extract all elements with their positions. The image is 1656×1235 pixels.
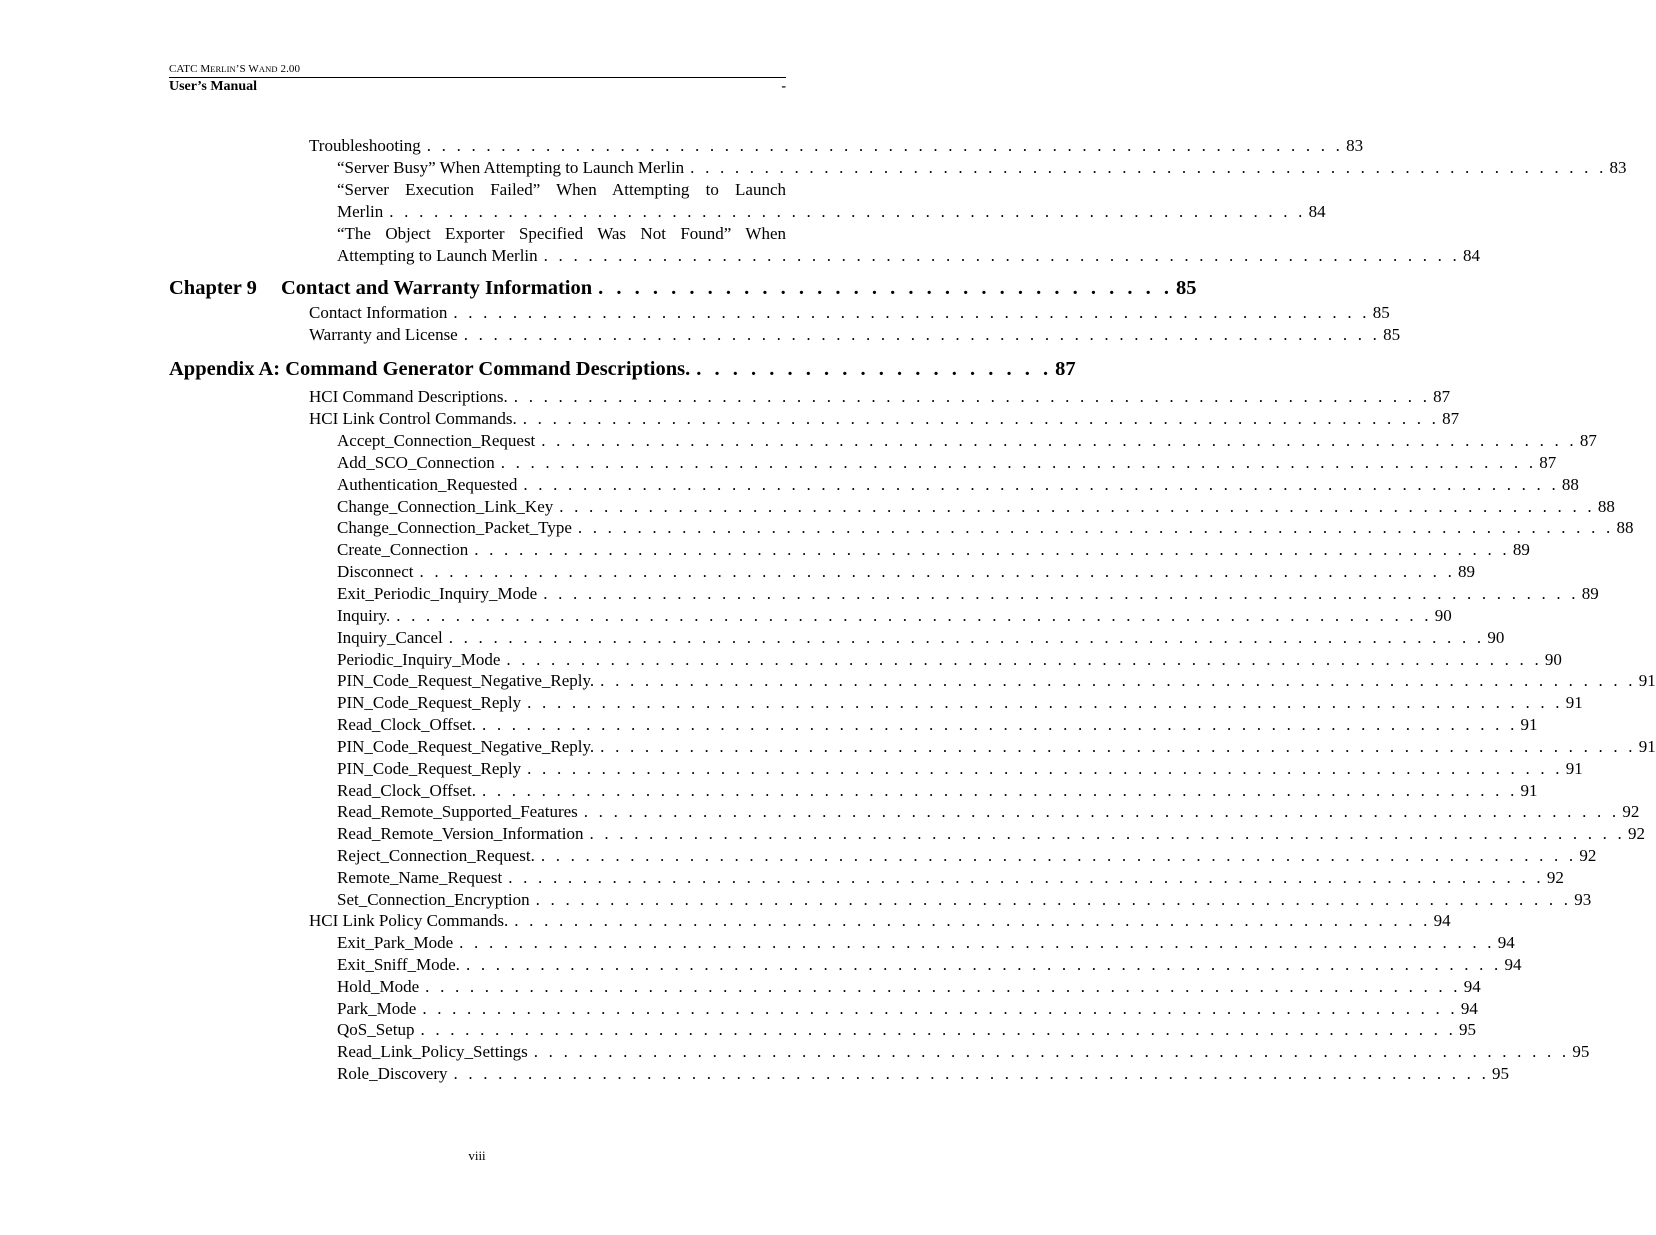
toc-entry-command[interactable] xyxy=(337,998,1478,1020)
toc-entry-page: 94 xyxy=(1460,998,1478,1018)
dot-leader: . . . . . . . . . . . . . . . . . . . . . . . . . . . . . . . . . . . . . . . . . . . . . . . . . . . . . . . . . . . . . . . . . . . . . . xyxy=(465,954,1502,974)
toc-entry-title: Read_Link_Policy_Settings xyxy=(337,1042,528,1062)
toc-entry-page: 89 xyxy=(1458,562,1476,582)
dot-leader: . . . . . . . . . . . . . . . . . . . . . . . . . . . . . . . . . . . . . . . . . . . . . . . . . . . . . . . . . . . . . . . . . . . . . . xyxy=(481,715,1518,735)
toc-entry-title: Set_Connection_Encryption xyxy=(337,889,530,909)
dot-leader: . . . . . . . . . . . . . . . . . . . . . . . . . . . . . . . . . . . . . . . . . . . . . . . . . . . . . . . . . . . . . . . . . . . . . . xyxy=(589,824,1626,844)
toc-entry-title: PIN_Code_Request_Negative_Reply. xyxy=(337,736,595,756)
toc-entry-hci-link-policy[interactable]: HCI Link Policy Commands. . . . . . . . . . . . . . . . . . . . . . . . . . . . . . . . . . . . . . . . . . . . . . . . . . . . . . . . . . . . . . . 94 xyxy=(309,911,1451,930)
toc-entry-command[interactable] xyxy=(337,496,1615,518)
toc-entry-title: Exit_Periodic_Inquiry_Mode xyxy=(337,583,538,603)
running-header xyxy=(169,62,786,96)
toc-entry-exec-failed[interactable]: Merlin . . . . . . . . . . . . . . . . . . . . . . . . . . . . . . . . . . . . . . . . . . . . . . . . . . . . . . . . . . . . . . 84 xyxy=(337,202,1326,221)
toc-entry-page: 92 xyxy=(1628,824,1646,844)
toc-entry-title: Accept_Connection_Request xyxy=(337,431,536,450)
dot-leader: . . . . . . . . . . . . . . . . . . . . . . . . . . . . . . . . . . . . . . . . . . . . . . . . . . . . . . . . . . . . . . . . . . . . . . xyxy=(527,758,1563,778)
toc-entry-page: 91 xyxy=(1565,758,1583,778)
dot-leader: . . . . . . . . . . . . . . . . . . . . . . . . . . . . . . . . . . . . . . . . . . . . . . . . . . . . . . . . . . . . . . . . . . . . . . xyxy=(583,802,1620,822)
toc-entry-title: Add_SCO_Connection xyxy=(337,452,495,472)
toc-entry-command[interactable] xyxy=(337,649,1562,671)
dot-leader: . . . . . . . . . . . . . . . . . . . . . . . . . . . . . . . . . . . . . . . . . . . . . . . . . . . . . . . . . . . . . . . . . . . . . . xyxy=(533,1042,1570,1062)
toc-entry-title: Read_Remote_Supported_Features xyxy=(337,802,578,822)
toc-entry-command[interactable] xyxy=(337,452,1557,474)
toc-entry-page: 92 xyxy=(1579,846,1597,866)
toc-entry-warranty[interactable]: Warranty and License . . . . . . . . . . . . . . . . . . . . . . . . . . . . . . . . . . . . . . . . . . . . . . . . . . . . . . . . . . . . . . 85 xyxy=(309,325,1401,344)
toc-entry-page: 94 xyxy=(1504,954,1522,974)
toc-entry-title: Exit_Park_Mode xyxy=(337,933,454,952)
toc-entry-title: Change_Connection_Link_Key xyxy=(337,496,554,516)
dot-leader: . . . . . . . . . . . . . . . . . . . . . . . . . . . . . . . . . . . . . . . . . . . . . . . . . . . . . . . . . . . . . . . . . . . . . . xyxy=(420,1020,1457,1040)
toc-entry-command[interactable] xyxy=(337,670,1656,692)
toc-entry-title: QoS_Setup xyxy=(337,1020,415,1040)
toc-entry-command[interactable] xyxy=(337,605,1452,627)
toc-entry-exec-failed-line1[interactable]: “Server Execution Failed” When Attempting to Launch xyxy=(337,180,786,199)
toc-entry-page: 90 xyxy=(1487,627,1505,647)
toc-entry-troubleshooting[interactable]: Troubleshooting . . . . . . . . . . . . . . . . . . . . . . . . . . . . . . . . . . . . . . . . . . . . . . . . . . . . . . . . . . . . . . 83 xyxy=(309,136,1364,155)
toc-entry-page: 90 xyxy=(1544,649,1562,669)
toc-entry-page: 95 xyxy=(1572,1042,1590,1062)
toc-entry-command[interactable] xyxy=(337,954,1522,976)
toc-entry-command[interactable] xyxy=(337,889,1592,911)
dot-leader: . . . . . . . . . . . . . . . . . . . . . . . . . . . . . . . . . . . . . . . . . . . . . . . . . . . . . . . . . . . . . . . . . . . . . . xyxy=(577,518,1614,538)
dot-leader: . . . . . . . . . . . . . . . . . . . . . . . . . . . . . . . . . . . . . . . . . . . . . . . . . . . . . . . . . . . . . . . . . . . . . . xyxy=(540,846,1577,866)
toc-entry-title: PIN_Code_Request_Reply xyxy=(337,693,522,713)
dot-leader: . . . . . . . . . . . . . . . . . . . . . . . . . . . . . . . . . . . . . . . . . . . . . . . . . . . . . . . . . . . . . . . . . . . . . . xyxy=(459,933,1495,952)
dot-leader: . . . . . . . . . . . . . . . . . . . . . . . . . . . . . . . . . . . . . . . . . . . . . . . . . . . . . . . . . . . . . . . . . . . . . . xyxy=(600,671,1636,691)
toc-entry-page: 95 xyxy=(1492,1064,1510,1084)
toc-entry-page: 91 xyxy=(1638,671,1656,691)
toc-entry-command[interactable] xyxy=(337,932,1515,954)
toc-entry-command[interactable] xyxy=(337,517,1634,539)
toc-entry-page: 90 xyxy=(1434,605,1452,625)
toc-entry-page: 87 xyxy=(1579,431,1597,450)
toc-entry-command[interactable] xyxy=(337,714,1538,736)
toc-entry-title: Inquiry. xyxy=(337,605,391,625)
toc-entry-command[interactable] xyxy=(337,845,1597,867)
toc-entry-command[interactable] xyxy=(337,823,1646,845)
toc-entry-contact[interactable]: Contact Information . . . . . . . . . . . . . . . . . . . . . . . . . . . . . . . . . . . . . . . . . . . . . . . . . . . . . . . . . . . . . . 85 xyxy=(309,303,1390,322)
toc-entry-title: Read_Clock_Offset. xyxy=(337,780,476,800)
toc-entry-command[interactable] xyxy=(337,801,1640,823)
dot-leader: . . . . . . . . . . . . . . . . . . . . . . . . . . . . . . . . . . . . . . . . . . . . . . . . . . . . . . . . . . . . . . . . . . . . . . xyxy=(448,627,1485,647)
toc-entry-page: 94 xyxy=(1463,976,1481,996)
toc-entry-title: Read_Clock_Offset. xyxy=(337,715,476,735)
toc-entry-title: Read_Remote_Version_Information xyxy=(337,824,584,844)
dot-leader: . . . . . . . . . . . . . . . . . . . . . . . . . . . . . . . . . . . . . . . . . . . . . . . . . . . . . . . . . . . . . . . . . . . . . . xyxy=(396,605,1432,625)
dot-leader: . . . . . . . . . . . . . . . . . . . . . . . . . . . . . . . . . . . . . . . . . . . . . . . . . . . . . . . . . . . . . . . . . . . . . . xyxy=(543,583,1579,603)
toc-entry-command[interactable] xyxy=(337,539,1530,561)
dot-leader: . . . . . . . . . . . . . . . . . . . . . . . . . . . . . . . . . . . . . . . . . . . . . . . . . . . . . . . . . . . . . . . . . . . . . . xyxy=(600,736,1636,756)
toc-entry-hci-link-control[interactable]: HCI Link Control Commands. . . . . . . . . . . . . . . . . . . . . . . . . . . . . . . . . . . . . . . . . . . . . . . . . . . . . . . . . . . . . . . 87 xyxy=(309,409,1460,428)
toc-entry-command[interactable] xyxy=(337,1063,1510,1085)
toc-entry-page: 92 xyxy=(1546,868,1564,887)
toc-entry-page: 91 xyxy=(1520,780,1538,800)
toc-entry-page: 91 xyxy=(1565,693,1583,713)
toc-entry-exporter[interactable]: Attempting to Launch Merlin . . . . . . . . . . . . . . . . . . . . . . . . . . . . . . . . . . . . . . . . . . . . . . . . . . . . . . . . . . . . . . 84 xyxy=(337,246,1481,265)
toc-entry-command[interactable] xyxy=(337,736,1656,758)
dot-leader: . . . . . . . . . . . . . . . . . . . . . . . . . . . . . . . . . . . . . . . . . . . . . . . . . . . . . . . . . . . . . . . . . . . . . . xyxy=(419,562,1456,582)
toc-entry-command[interactable] xyxy=(337,867,1564,889)
toc-entry-hci-commands[interactable]: HCI Command Descriptions. . . . . . . . . . . . . . . . . . . . . . . . . . . . . . . . . . . . . . . . . . . . . . . . . . . . . . . . . . . . . . . 87 xyxy=(309,387,1451,406)
toc-entry-exporter-line1[interactable]: “The Object Exporter Specified Was Not Found” When xyxy=(337,224,786,243)
page-number: viii xyxy=(468,1148,486,1163)
toc-appendix-a[interactable]: Appendix A: Command Generator Command Descriptions. . . . . . . . . . . . . . . . . . . . . 87 xyxy=(169,358,1076,380)
dot-leader: . . . . . . . . . . . . . . . . . . . . . . . . . . . . . . . . . . . . . . . . . . . . . . . . . . . . . . . . . . . . . . . . . . . . . . xyxy=(508,868,1544,887)
toc-entry-title: PIN_Code_Request_Reply xyxy=(337,758,522,778)
toc-entry-page: 89 xyxy=(1512,540,1530,560)
toc-chapter-9[interactable]: Chapter 9 Contact and Warranty Information . . . . . . . . . . . . . . . . . . . . . . . . . . . . . . . . 85 xyxy=(169,277,1197,299)
toc-entry-title: Periodic_Inquiry_Mode xyxy=(337,649,501,669)
toc-entry-command[interactable] xyxy=(337,1019,1477,1041)
toc-entry-page: 87 xyxy=(1539,452,1557,472)
toc-entry-title: Inquiry_Cancel xyxy=(337,627,443,647)
toc-entry-command[interactable] xyxy=(337,583,1599,605)
toc-entry-page: 94 xyxy=(1497,933,1515,952)
dot-leader: . . . . . . . . . . . . . . . . . . . . . . . . . . . . . . . . . . . . . . . . . . . . . . . . . . . . . . . . . . . . . . . . . . . . . . xyxy=(481,780,1518,800)
toc-entry-title: Exit_Sniff_Mode. xyxy=(337,954,460,974)
toc-entry-page: 89 xyxy=(1581,583,1599,603)
dot-leader: . . . . . . . . . . . . . . . . . . . . . . . . . . . . . . . . . . . . . . . . . . . . . . . . . . . . . . . . . . . . . . . . . . . . . . xyxy=(506,649,1542,669)
toc-entry-page: 88 xyxy=(1561,474,1579,494)
header-mark: - xyxy=(781,79,786,94)
toc-entry-title: Authentication_Requested xyxy=(337,474,518,494)
toc-entry-page: 88 xyxy=(1616,518,1634,538)
toc-entry-title: Reject_Connection_Request. xyxy=(337,846,535,866)
toc-entry-command[interactable] xyxy=(337,1041,1590,1063)
dot-leader: . . . . . . . . . . . . . . . . . . . . . . . . . . . . . . . . . . . . . . . . . . . . . . . . . . . . . . . . . . . . . . . . . . . . . . xyxy=(474,540,1510,560)
dot-leader: . . . . . . . . . . . . . . . . . . . . . . . . . . . . . . . . . . . . . . . . . . . . . . . . . . . . . . . . . . . . . . . . . . . . . . xyxy=(453,1064,1490,1084)
toc-entry-title: Park_Mode xyxy=(337,998,417,1018)
toc-entry-command[interactable] xyxy=(337,758,1583,780)
toc-entry-title: Role_Discovery xyxy=(337,1064,448,1084)
toc-entry-command[interactable] xyxy=(337,692,1583,714)
dot-leader: . . . . . . . . . . . . . . . . . . . . . . . . . . . . . . . . . . . . . . . . . . . . . . . . . . . . . . . . . . . . . . . . . . . . . . xyxy=(527,693,1563,713)
product-name: CATC MERLIN’S WAND 2.00 xyxy=(169,63,301,75)
toc-entry-title: Disconnect xyxy=(337,562,414,582)
manual-title: User’s Manual xyxy=(169,79,258,94)
toc-entry-command[interactable] xyxy=(337,474,1579,496)
toc-entry-title: Remote_Name_Request xyxy=(337,868,503,887)
toc-entry-title: Change_Connection_Packet_Type xyxy=(337,518,572,538)
dot-leader: . . . . . . . . . . . . . . . . . . . . . . . . . . . . . . . . . . . . . . . . . . . . . . . . . . . . . . . . . . . . . . . . . . . . . . xyxy=(541,431,1577,450)
dot-leader: . . . . . . . . . . . . . . . . . . . . . . . . . . . . . . . . . . . . . . . . . . . . . . . . . . . . . . . . . . . . . . . . . . . . . . xyxy=(422,998,1458,1018)
toc-entry-command[interactable] xyxy=(337,561,1476,583)
toc-entry-server-busy[interactable]: “Server Busy” When Attempting to Launch Merlin . . . . . . . . . . . . . . . . . . . . . . . . . . . . . . . . . . . . . . . . . . . . . . . . . . . . . . . . . . . . . . 83 xyxy=(337,158,1627,177)
dot-leader: . . . . . . . . . . . . . . . . . . . . . . . . . . . . . . . . . . . . . . . . . . . . . . . . . . . . . . . . . . . . . . . . . . . . . . xyxy=(535,889,1572,909)
toc-entry-title: Create_Connection xyxy=(337,540,469,560)
toc-entry-page: 91 xyxy=(1520,715,1538,735)
toc-entry-page: 88 xyxy=(1597,496,1615,516)
dot-leader: . . . . . . . . . . . . . . . . . . . . . . . . . . . . . . . . . . . . . . . . . . . . . . . . . . . . . . . . . . . . . . . . . . . . . . xyxy=(559,496,1595,516)
toc-entry-command[interactable] xyxy=(337,780,1538,802)
toc-entry-title: PIN_Code_Request_Negative_Reply. xyxy=(337,671,595,691)
toc-entry-title: Hold_Mode xyxy=(337,976,420,996)
toc-entry-page: 95 xyxy=(1459,1020,1477,1040)
toc-entry-page: 93 xyxy=(1574,889,1592,909)
toc-entry-page: 92 xyxy=(1622,802,1640,822)
dot-leader: . . . . . . . . . . . . . . . . . . . . . . . . . . . . . . . . . . . . . . . . . . . . . . . . . . . . . . . . . . . . . . . . . . . . . . xyxy=(425,976,1461,996)
toc-entry-page: 91 xyxy=(1638,736,1656,756)
dot-leader: . . . . . . . . . . . . . . . . . . . . . . . . . . . . . . . . . . . . . . . . . . . . . . . . . . . . . . . . . . . . . . . . . . . . . . xyxy=(500,452,1537,472)
toc-entry-command[interactable] xyxy=(337,430,1597,452)
toc-entry-command[interactable] xyxy=(337,627,1505,649)
dot-leader: . . . . . . . . . . . . . . . . . . . . . . . . . . . . . . . . . . . . . . . . . . . . . . . . . . . . . . . . . . . . . . . . . . . . . . xyxy=(523,474,1559,494)
toc-entry-command[interactable] xyxy=(337,976,1481,998)
